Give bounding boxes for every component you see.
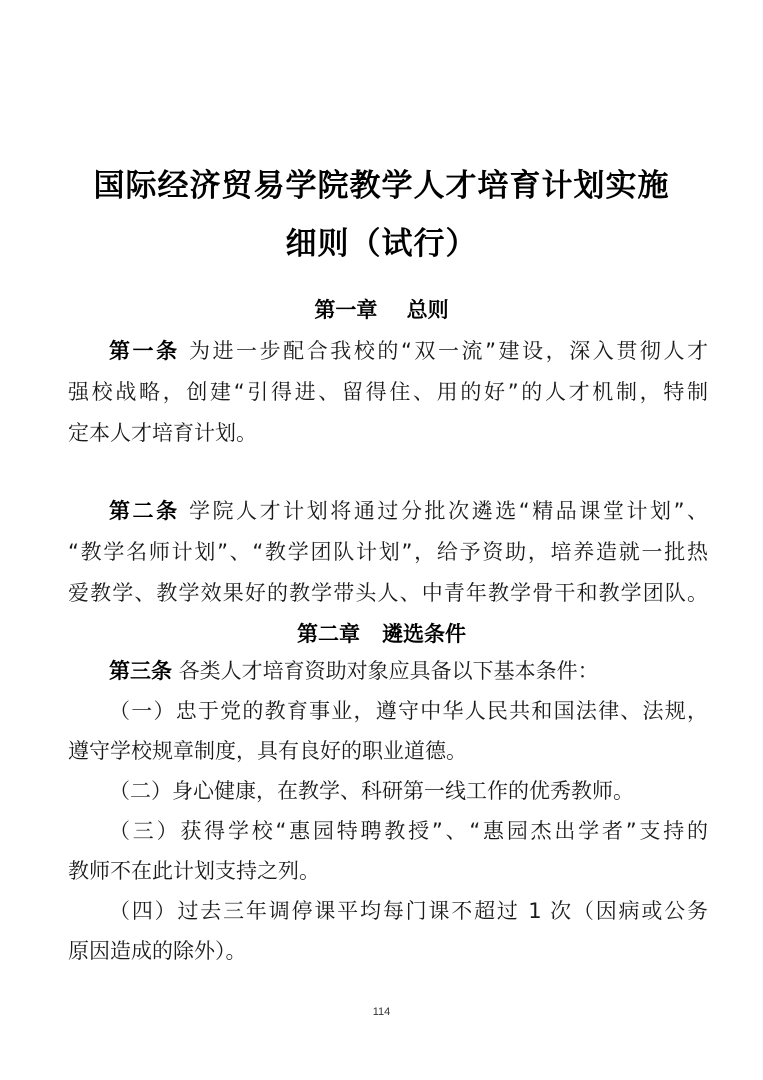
item-3-line-1: （三）获得学校“惠园特聘教授”、“惠园杰出学者”支持的 [109, 819, 708, 843]
item-1-line-2: 遵守学校规章制度，具有良好的职业道德。 [68, 739, 467, 763]
article-1-line-2: 强校战略，创建“引得进、留得住、用的好”的人才机制，特制 [68, 380, 708, 404]
article-3-text-1: 各类人才培育资助对象应具备以下基本条件： [178, 659, 599, 683]
item-2-line-1: （二）身心健康，在教学、科研第一线工作的优秀教师。 [109, 779, 634, 803]
article-2-label: 第二条 [109, 499, 180, 523]
item-3-line-2: 教师不在此计划支持之列。 [68, 859, 320, 883]
item-1-line-1: （一）忠于党的教育事业，遵守中华人民共和国法律、法规， [109, 699, 708, 723]
document-title-line-1: 国际经济贸易学院教学人才培育计划实施 [93, 168, 670, 204]
article-1-label: 第一条 [109, 339, 180, 363]
chapter-2-heading: 第二章 遴选条件 [297, 622, 466, 646]
article-2-text-1: 学院人才计划将通过分批次遴选“精品课堂计划”、 [188, 499, 709, 523]
item-4-line-2: 原因造成的除外）。 [68, 939, 247, 963]
page-number: 114 [372, 1006, 391, 1018]
article-3-label: 第三条 [109, 659, 172, 683]
article-3-line-1 [109, 657, 708, 685]
article-2-line-2: “教学名师计划”、“教学团队计划”，给予资助，培养造就一批热 [68, 540, 708, 564]
document-title-line-2: 细则（试行） [285, 226, 478, 262]
article-2-line-3: 爱教学、教学效果好的教学带头人、中青年教学骨干和教学团队。 [68, 581, 708, 605]
chapter-1-heading: 第一章 总则 [314, 298, 449, 322]
article-1-line-3: 定本人才培育计划。 [68, 421, 257, 445]
article-1-text-1: 为进一步配合我校的“双一流”建设，深入贯彻人才 [188, 339, 709, 363]
item-4-line-1: （四）过去三年调停课平均每门课不超过 1 次（因病或公务 [109, 899, 708, 923]
article-1-line-1 [109, 337, 708, 365]
article-2-line-1 [109, 497, 708, 525]
